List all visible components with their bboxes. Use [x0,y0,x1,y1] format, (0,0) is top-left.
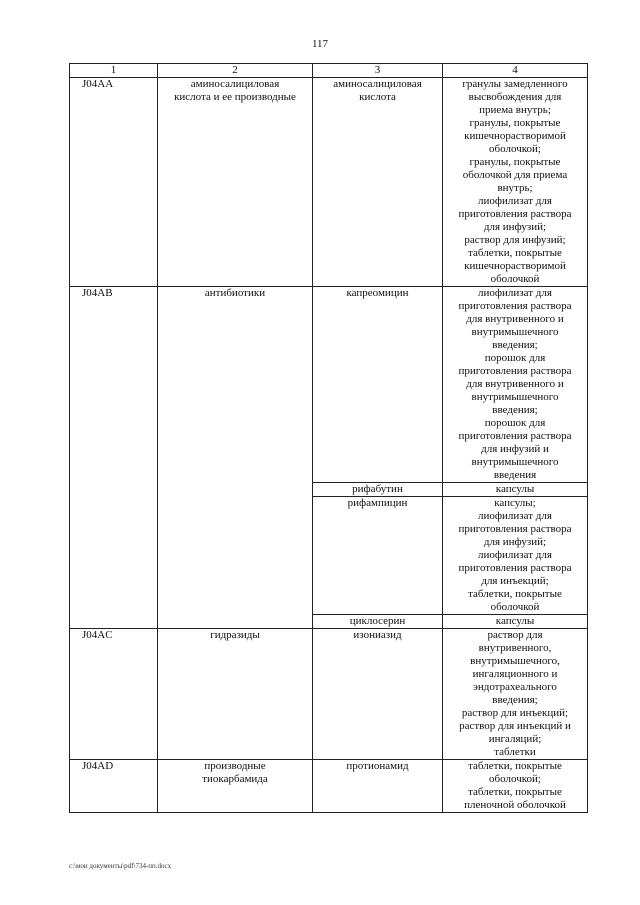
cell-line: кишечнорастворимой [464,260,566,272]
cell-line: антибиотики [204,287,266,299]
cell-line: J04AC [82,629,113,641]
cell-line: приема внутрь; [479,104,551,116]
drug-name-cell [313,497,443,615]
atc-code-cell [70,760,158,813]
cell-line: гидразиды [210,629,260,641]
cell-line: ингаляционного и [472,668,558,680]
group-name-cell [158,629,313,760]
header-cell-3: 3 [313,64,443,78]
cell-line: лиофилизат для [478,287,552,299]
cell-line: капсулы [495,615,535,627]
dosage-forms-cell [443,78,588,287]
cell-line: для внутривенного и [466,378,564,390]
cell-line: лиофилизат для [478,195,552,207]
drug-table [69,63,588,813]
table-row [70,629,588,760]
cell-line: J04AA [82,78,114,90]
cell-line: оболочкой [490,601,540,613]
cell-line: внутривенного, [478,642,552,654]
cell-line: приготовления раствора [458,562,572,574]
cell-line: для инфузий; [483,536,547,548]
atc-code-cell [70,287,158,629]
cell-line: введения; [492,339,538,351]
cell-line: капсулы; [494,497,536,509]
cell-line: приготовления раствора [458,300,572,312]
drug-name-cell [313,483,443,497]
drug-name-cell [313,760,443,813]
drug-name-cell [313,287,443,483]
table-row [70,287,588,483]
cell-line: внутримышечного, [470,655,560,667]
group-name-cell [158,287,313,629]
cell-line: введения; [492,404,538,416]
cell-line: капреомицин [346,287,409,299]
cell-line: раствор для инъекций и [459,720,571,732]
page-number: 117 [311,38,329,50]
cell-line: таблетки, покрытые [468,588,562,600]
dosage-forms-cell [443,629,588,760]
cell-line: оболочкой [490,273,540,285]
cell-line: аминосалициловая [333,78,422,90]
cell-line: введения; [492,694,538,706]
table-row [70,78,588,287]
cell-line: таблетки [494,746,536,758]
cell-line: ингаляций; [488,733,542,745]
header-cell-1: 1 [70,64,158,78]
cell-line: тиокарбамида [202,773,268,785]
cell-line: оболочкой; [489,143,541,155]
cell-line: таблетки, покрытые [468,786,562,798]
cell-line: рифабутин [352,483,403,495]
cell-line: для инфузий и [481,443,549,455]
cell-line: гранулы замедленного [462,78,568,90]
cell-line: таблетки, покрытые [468,247,562,259]
cell-line: протионамид [346,760,409,772]
cell-line: внутримышечного [471,326,559,338]
cell-line: оболочкой; [489,773,541,785]
footer-file-path: c:\мои документы\pdf\734-пп.docx [69,862,172,870]
cell-line: рифампицин [347,497,408,509]
group-name-cell [158,760,313,813]
cell-line: гранулы, покрытые [469,117,561,129]
header-cell-4: 4 [443,64,588,78]
cell-line: для инфузий; [483,221,547,233]
dosage-forms-cell [443,497,588,615]
cell-line: порошок для [484,417,546,429]
cell-line: пленочной оболочкой [464,799,566,811]
cell-line: для инъекций; [481,575,549,587]
cell-line: циклосерин [349,615,406,627]
cell-line: эндотрахеального [473,681,557,693]
cell-line: аминосалициловая [190,78,280,90]
dosage-forms-cell [443,760,588,813]
dosage-forms-cell [443,287,588,483]
cell-line: приготовления раствора [458,208,572,220]
cell-line: кислота и ее производные [174,91,296,103]
cell-line: раствор для [487,629,543,641]
drug-name-cell [313,78,443,287]
cell-line: лиофилизат для [478,549,552,561]
cell-line: внутримышечного [471,391,559,403]
cell-line: введения [493,469,537,481]
cell-line: для внутривенного и [466,313,564,325]
cell-line: приготовления раствора [458,430,572,442]
cell-line: лиофилизат для [478,510,552,522]
cell-line: таблетки, покрытые [468,760,562,772]
cell-line: оболочкой для приема [462,169,568,181]
cell-line: приготовления раствора [458,365,572,377]
cell-line: J04AD [82,760,114,772]
cell-line: изониазид [353,629,402,641]
group-name-cell [158,78,313,287]
cell-line: J04AB [82,287,113,299]
cell-line: кишечнорастворимой [464,130,566,142]
drug-name-cell [313,629,443,760]
cell-line: производные [204,760,266,772]
drug-name-cell [313,615,443,629]
header-row [70,64,588,78]
cell-line: высвобождения для [468,91,562,103]
cell-line: раствор для инфузий; [464,234,566,246]
cell-line: внутрь; [497,182,533,194]
atc-code-cell [70,629,158,760]
cell-line: приготовления раствора [458,523,572,535]
atc-code-cell [70,78,158,287]
cell-line: кислота [359,91,396,103]
cell-line: раствор для инъекций; [461,707,569,719]
cell-line: капсулы [495,483,535,495]
dosage-forms-cell [443,615,588,629]
dosage-forms-cell [443,483,588,497]
cell-line: внутримышечного [471,456,559,468]
cell-line: порошок для [484,352,546,364]
table-body [70,64,588,813]
table-row [70,760,588,813]
header-cell-2: 2 [158,64,313,78]
cell-line: гранулы, покрытые [469,156,561,168]
